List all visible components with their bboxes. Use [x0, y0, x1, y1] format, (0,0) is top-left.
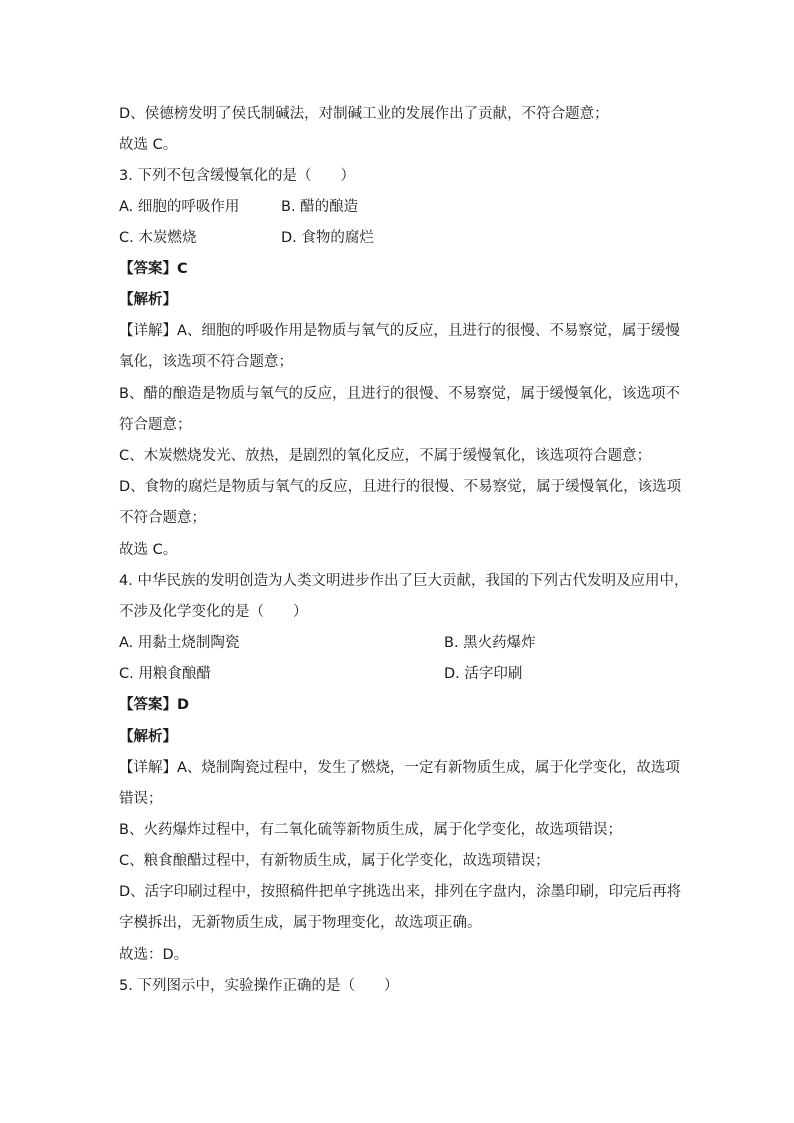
question4-c-line: C、粮食酿醋过程中，有新物质生成，属于化学变化，故选项错误； [119, 853, 550, 869]
question4-detail-line2: 错误； [119, 791, 163, 807]
question5-stem: 5. 下列图示中，实验操作正确的是（ ） [119, 978, 399, 994]
question4-answer: 【答案】D [119, 697, 190, 713]
question4-analysis-label: 【解析】 [119, 729, 177, 745]
question3-d-line2: 不符合题意； [119, 510, 206, 526]
question3-b-line2: 符合题意； [119, 417, 192, 433]
question3-stem: 3. 下列不包含缓慢氧化的是（ ） [119, 168, 355, 184]
question3-option-d: D. 食物的腐烂 [281, 230, 374, 246]
question4-detail-line1: 【详解】A、烧制陶瓷过程中，发生了燃烧，一定有新物质生成，属于化学变化，故选项 [119, 760, 680, 776]
question3-option-c: C. 木炭燃烧 [119, 230, 197, 246]
question4-option-d: D. 活字印刷 [444, 666, 523, 682]
question3-detail-line1: 【详解】A、细胞的呼吸作用是物质与氧气的反应，且进行的很慢、不易察觉，属于缓慢 [119, 323, 680, 339]
prev-conclusion: 故选 C。 [119, 137, 178, 153]
question4-option-a: A. 用黏土烧制陶瓷 [119, 635, 240, 651]
question3-answer: 【答案】C [119, 261, 188, 277]
question4-option-b: B. 黑火药爆炸 [444, 635, 536, 651]
prev-option-d-explanation: D、侯德榜发明了侯氏制碱法，对制碱工业的发展作出了贡献，不符合题意； [119, 106, 609, 122]
question4-stem-line2: 不涉及化学变化的是（ ） [119, 604, 308, 620]
question4-d-line1: D、活字印刷过程中，按照稿件把单字挑选出来，排列在字盘内，涂墨印刷，印完后再将 [119, 884, 682, 900]
question4-b-line: B、火药爆炸过程中，有二氧化硫等新物质生成，属于化学变化，故选项错误； [119, 822, 622, 838]
question4-conclusion: 故选：D。 [119, 947, 189, 963]
question3-c-line: C、木炭燃烧发光、放热，是剧烈的氧化反应，不属于缓慢氧化，该选项符合题意； [119, 448, 652, 464]
question4-stem-line1: 4. 中华民族的发明创造为人类文明进步作出了巨大贡献，我国的下列古代发明及应用中， [119, 573, 689, 589]
question4-option-c: C. 用粮食酿醋 [119, 666, 211, 682]
question3-b-line1: B、醋的酿造是物质与氧气的反应，且进行的很慢、不易察觉，属于缓慢氧化，该选项不 [119, 386, 680, 402]
question3-conclusion: 故选 C。 [119, 542, 178, 558]
question3-detail-line2: 氧化，该选项不符合题意； [119, 354, 293, 370]
question3-option-b: B. 醋的酿造 [281, 199, 359, 215]
question3-d-line1: D、食物的腐烂是物质与氧气的反应，且进行的很慢、不易察觉，属于缓慢氧化，该选项 [119, 479, 682, 495]
question3-analysis-label: 【解析】 [119, 292, 177, 308]
question3-option-a: A. 细胞的呼吸作用 [119, 199, 240, 215]
question4-d-line2: 字模拆出，无新物质生成，属于物理变化，故选项正确。 [119, 915, 482, 931]
